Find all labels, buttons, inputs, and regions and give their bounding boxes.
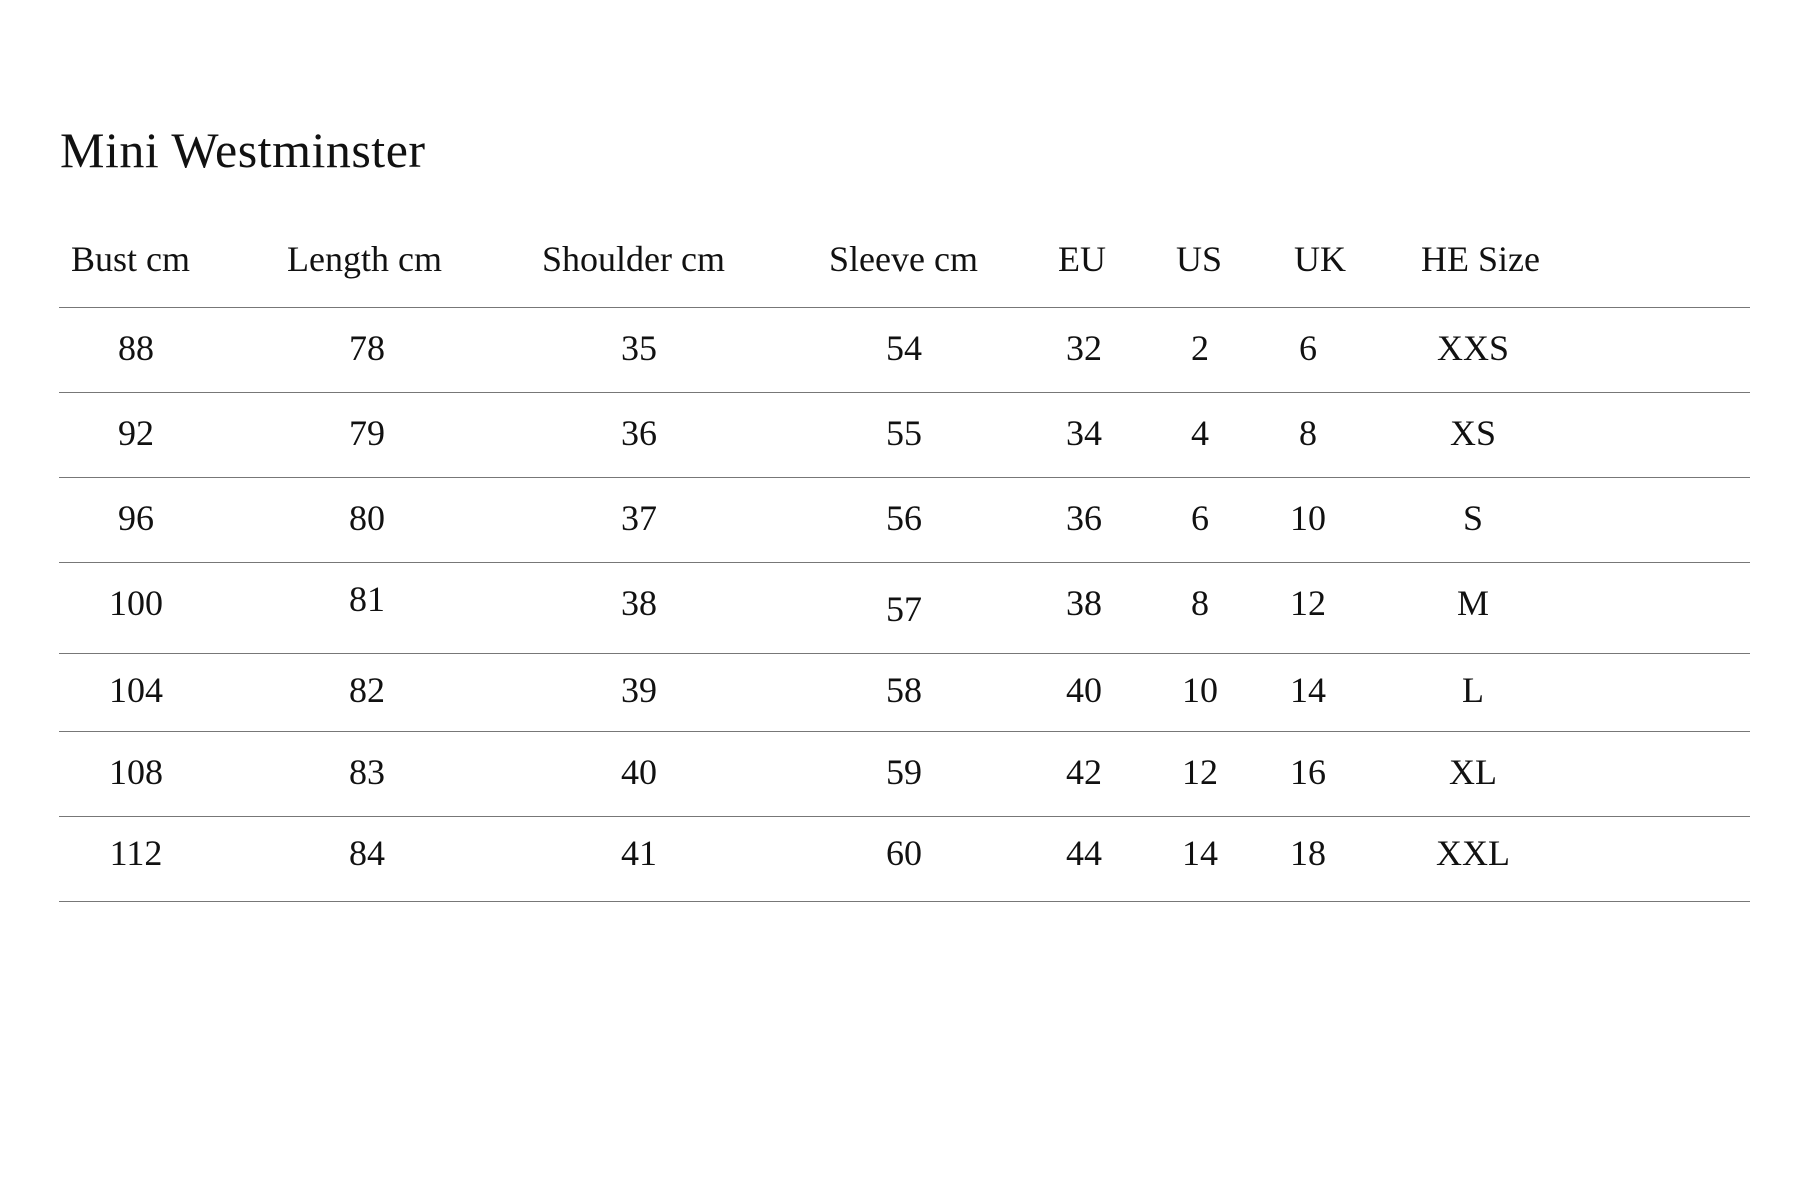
cell-length: 83 — [349, 752, 385, 792]
cell-eu: 32 — [1066, 328, 1102, 368]
column-header-length: Length cm — [287, 239, 442, 279]
column-header-bust: Bust cm — [71, 239, 191, 279]
table-header-row — [59, 225, 1750, 308]
column-header-us: US — [1176, 239, 1223, 279]
cell-length: 80 — [349, 498, 385, 538]
cell-uk: 10 — [1290, 498, 1326, 538]
cell-bust: 88 — [118, 328, 154, 368]
cell-uk: 12 — [1290, 583, 1326, 623]
table-row — [59, 478, 1750, 563]
cell-length: 81 — [349, 579, 385, 619]
cell-shoulder: 36 — [621, 413, 657, 453]
table-row — [59, 654, 1750, 732]
cell-bust: 96 — [118, 498, 154, 538]
cell-uk: 16 — [1290, 752, 1326, 792]
cell-us: 8 — [1191, 583, 1209, 623]
cell-shoulder: 41 — [621, 833, 657, 873]
cell-uk: 14 — [1290, 670, 1326, 710]
cell-eu: 42 — [1066, 752, 1102, 792]
cell-us: 10 — [1182, 670, 1218, 710]
table-row — [59, 393, 1750, 478]
cell-he-size: S — [1462, 498, 1484, 538]
cell-length: 79 — [349, 413, 385, 453]
column-header-shoulder: Shoulder cm — [542, 239, 725, 279]
size-chart-table — [59, 225, 1750, 902]
cell-he-size: M — [1456, 583, 1490, 623]
cell-length: 82 — [349, 670, 385, 710]
cell-eu: 38 — [1066, 583, 1102, 623]
cell-length: 84 — [349, 833, 385, 873]
cell-us: 2 — [1191, 328, 1209, 368]
cell-us: 12 — [1182, 752, 1218, 792]
table-row — [59, 817, 1750, 902]
cell-eu: 40 — [1066, 670, 1102, 710]
cell-sleeve: 55 — [886, 413, 922, 453]
cell-he-size: XS — [1449, 413, 1497, 453]
cell-he-size: XXS — [1436, 328, 1510, 368]
cell-bust: 92 — [118, 413, 154, 453]
cell-eu: 36 — [1066, 498, 1102, 538]
cell-bust: 100 — [109, 583, 163, 623]
table-row — [59, 732, 1750, 817]
column-header-eu: EU — [1058, 239, 1106, 279]
column-header-sleeve: Sleeve cm — [829, 239, 978, 279]
cell-sleeve: 54 — [886, 328, 922, 368]
cell-us: 14 — [1182, 833, 1218, 873]
cell-bust: 104 — [109, 670, 163, 710]
cell-shoulder: 35 — [621, 328, 657, 368]
cell-sleeve: 57 — [886, 589, 922, 629]
cell-he-size: XL — [1449, 752, 1497, 792]
cell-uk: 6 — [1299, 328, 1317, 368]
cell-bust: 108 — [109, 752, 163, 792]
cell-length: 78 — [349, 328, 385, 368]
cell-us: 4 — [1191, 413, 1209, 453]
cell-us: 6 — [1191, 498, 1209, 538]
cell-shoulder: 40 — [621, 752, 657, 792]
cell-shoulder: 38 — [621, 583, 657, 623]
cell-he-size: XXL — [1436, 833, 1510, 873]
cell-bust: 112 — [109, 833, 163, 873]
table-row — [59, 563, 1750, 654]
cell-shoulder: 37 — [621, 498, 657, 538]
column-header-he-size: HE Size — [1421, 239, 1540, 279]
cell-eu: 34 — [1066, 413, 1102, 453]
cell-uk: 8 — [1299, 413, 1317, 453]
cell-he-size: L — [1462, 670, 1484, 710]
cell-sleeve: 58 — [886, 670, 922, 710]
page-title: Mini Westminster — [60, 122, 426, 178]
cell-shoulder: 39 — [621, 670, 657, 710]
cell-uk: 18 — [1290, 833, 1326, 873]
cell-sleeve: 56 — [886, 498, 922, 538]
cell-sleeve: 59 — [886, 752, 922, 792]
cell-eu: 44 — [1066, 833, 1102, 873]
table-row — [59, 308, 1750, 393]
cell-sleeve: 60 — [886, 833, 922, 873]
column-header-uk: UK — [1294, 239, 1346, 279]
